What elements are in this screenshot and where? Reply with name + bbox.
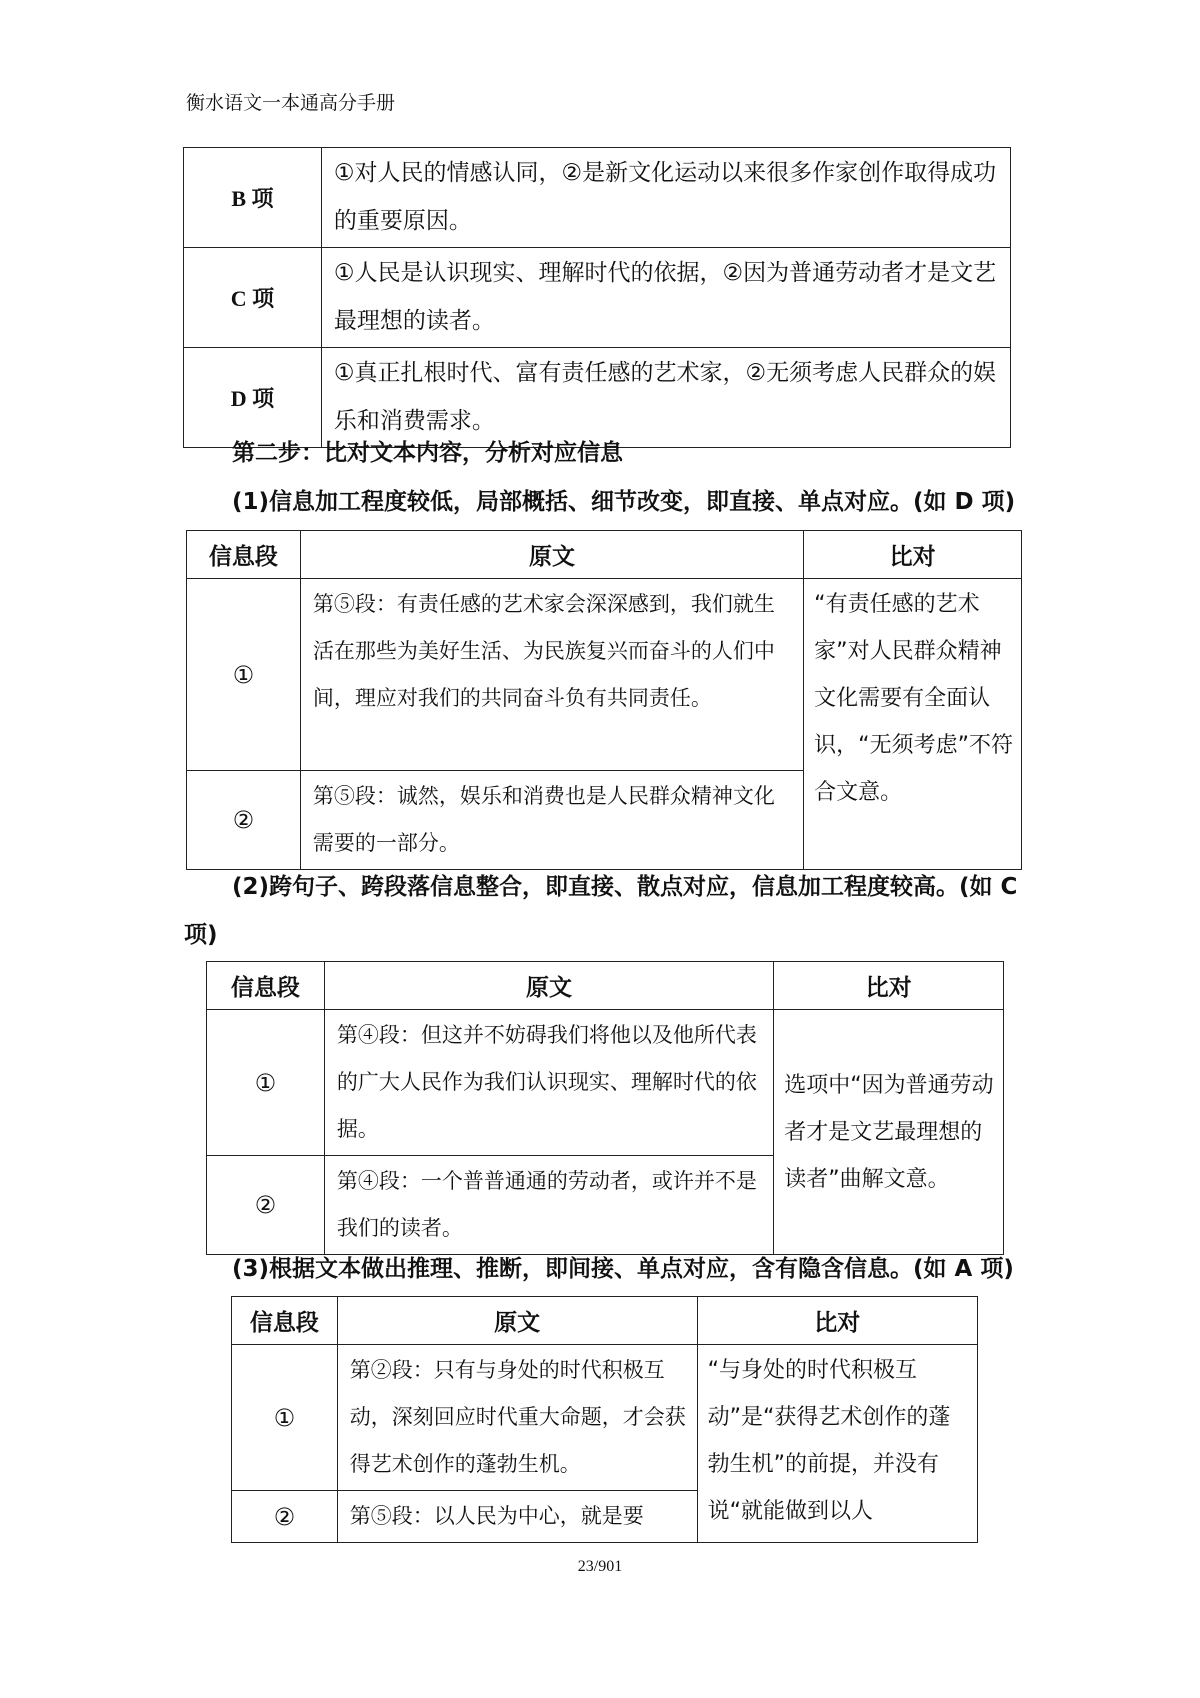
option-text: ①人民是认识现实、理解时代的依据，②因为普通劳动者才是文艺最理想的读者。 [321,248,1010,348]
option-label: D 项 [184,348,322,448]
original-text: 第⑤段：有责任感的艺术家会深深感到，我们就生活在那些为美好生活、为民族复兴而奋斗的人们中间，理应对我们的共同奋斗负有共同责任。 [300,579,803,771]
original-text: 第④段：但这并不妨碍我们将他以及他所代表的广大人民作为我们认识现实、理解时代的依据。 [324,1010,773,1156]
section1-table [186,530,1022,870]
header-cell: 信息段 [232,1297,338,1345]
header-cell: 信息段 [207,962,325,1010]
header-cell: 比对 [697,1297,977,1345]
table-header-row [207,962,1004,1010]
segment-number: ② [187,771,301,870]
section3-table [231,1296,978,1543]
option-text: ①对人民的情感认同，②是新文化运动以来很多作家创作取得成功的重要原因。 [321,148,1010,248]
page-number: 23/901 [577,1558,623,1575]
segment-number: ① [207,1010,325,1156]
original-text: 第④段：一个普普通通的劳动者，或许并不是我们的读者。 [324,1156,773,1255]
header-cell: 原文 [337,1297,697,1345]
option-text: ①真正扎根时代、富有责任感的艺术家，②无须考虑人民群众的娱乐和消费需求。 [321,348,1010,448]
options-table [183,147,1011,448]
option-label: C 项 [184,248,322,348]
running-title: 衡水语文一本通高分手册 [186,92,396,114]
table-row [232,1345,978,1491]
option-row-c [184,248,1011,348]
table-row [187,579,1022,771]
segment-number: ① [232,1345,338,1491]
original-text: 第②段：只有与身处的时代积极互动，深刻回应时代重大命题，才会获得艺术创作的蓬勃生机。 [337,1345,697,1491]
step2-title: 第二步：比对文本内容，分析对应信息 [232,440,623,466]
section2-table [206,961,1004,1255]
table-header-row [187,531,1022,579]
comparison-text: “有责任感的艺术家”对人民群众精神文化需要有全面认识，“无须考虑”不符合文意。 [804,579,1022,870]
section2-intro: (2)跨句子、跨段落信息整合，即直接、散点对应，信息加工程度较高。(如 C 项) [184,874,1018,948]
segment-number: ② [232,1491,338,1543]
header-cell: 比对 [804,531,1022,579]
comparison-text: 选项中“因为普通劳动者才是文艺最理想的读者”曲解文意。 [774,1010,1004,1255]
header-cell: 信息段 [187,531,301,579]
segment-number: ① [187,579,301,771]
original-text: 第⑤段：以人民为中心，就是要 [337,1491,697,1543]
table-row [207,1010,1004,1156]
original-text: 第⑤段：诚然，娱乐和消费也是人民群众精神文化需要的一部分。 [300,771,803,870]
header-cell: 比对 [774,962,1004,1010]
header-cell: 原文 [300,531,803,579]
section1-intro: (1)信息加工程度较低，局部概括、细节改变，即直接、单点对应。(如 D 项) [232,489,1016,515]
option-label: B 项 [184,148,322,248]
header-cell: 原文 [324,962,773,1010]
section3-intro: (3)根据文本做出推理、推断，即间接、单点对应，含有隐含信息。(如 A 项) [232,1256,1014,1282]
segment-number: ② [207,1156,325,1255]
option-row-b [184,148,1011,248]
table-header-row [232,1297,978,1345]
comparison-text: “与身处的时代积极互动”是“获得艺术创作的蓬勃生机”的前提，并没有说“就能做到以人 [697,1345,977,1543]
